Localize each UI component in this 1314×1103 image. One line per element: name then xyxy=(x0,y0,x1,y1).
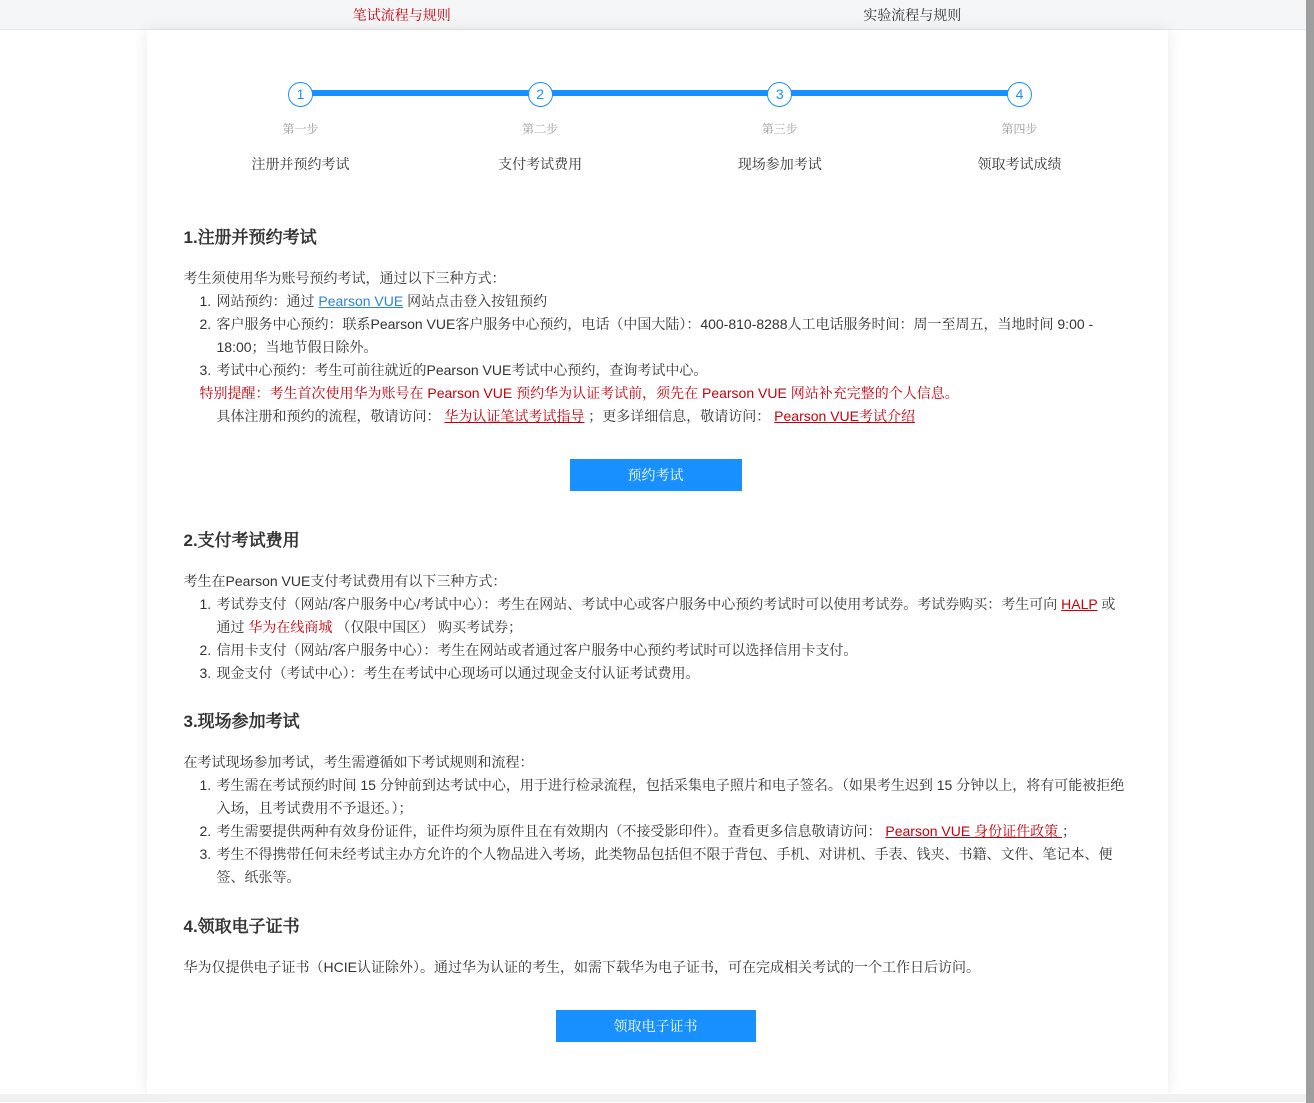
text-segment: 网站预约：通过 xyxy=(216,293,319,309)
halp-link[interactable]: HALP xyxy=(1061,596,1098,612)
step-3-circle: 3 xyxy=(767,82,792,107)
item-text: 考生不得携带任何未经考试主办方允许的个人物品进入考场，此类物品包括但不限于背包、手机、对讲机、手表、钱夹、书籍、文件、笔记本、便签、纸张等。 xyxy=(216,846,1113,885)
section-2-item-1 xyxy=(184,593,1128,639)
item-number: 2. xyxy=(199,316,212,332)
item-text: 考生需在考试预约时间 15 分钟前到达考试中心，用于进行检录流程，包括采集电子照片和电子签名。（如果考生迟到 15 分钟以上，将有可能被拒绝入场，且考试费用不予退还。）； xyxy=(216,777,1125,816)
exam-steps-progress xyxy=(147,30,1168,174)
vertical-scrollbar[interactable] xyxy=(1306,0,1314,1103)
section-1-item-3 xyxy=(184,359,1128,382)
item-text: 现金支付（考试中心）：考生在考试中心现场可以通过现金支付认证考试费用。 xyxy=(216,665,700,681)
step-1-name: 注册并预约考试 xyxy=(251,156,350,172)
section-3-item-3 xyxy=(184,843,1128,889)
step-1-label: 第一步 xyxy=(282,122,319,136)
page-bottom-strip xyxy=(0,1094,1314,1102)
section-2-heading: 2.支付考试费用 xyxy=(183,531,300,550)
step-2-circle: 2 xyxy=(528,82,553,107)
item-number: 2. xyxy=(199,642,212,658)
registration-guide-line xyxy=(217,405,1128,428)
tab-lab-exam-rules[interactable]: 实验流程与规则 xyxy=(863,6,962,23)
item-number: 1. xyxy=(199,596,212,612)
section-3-item-1 xyxy=(184,774,1128,820)
rules-content xyxy=(147,227,1168,1042)
section-2-item-2 xyxy=(184,639,1128,662)
step-2-label: 第二步 xyxy=(522,122,559,136)
text-segment: ； xyxy=(1062,823,1076,839)
get-ecertificate-button[interactable]: 领取电子证书 xyxy=(556,1010,756,1042)
step-2-name: 支付考试费用 xyxy=(498,156,583,172)
section-4-heading: 4.领取电子证书 xyxy=(183,917,300,936)
section-1-heading: 1.注册并预约考试 xyxy=(183,228,317,247)
item-text: 客户服务中心预约：联系Pearson VUE客户服务中心预约，电话（中国大陆）：400-810-8288人工电话服务时间：周一至周五，当地时间 9:00 - 18:00；当地节假日除外。 xyxy=(216,316,1094,355)
text-segment: 考试券支付（网站/客户服务中心/考试中心）：考生在网站、考试中心或客户服务中心预约考试时可以使用考试券。考试券购买：考生可向 xyxy=(216,596,1062,612)
written-exam-guide-link[interactable]: 华为认证笔试考试指导 xyxy=(444,408,585,424)
tab-container xyxy=(147,0,1168,29)
top-tab-bar xyxy=(0,0,1314,30)
text-segment: ；更多详细信息，敬请访问： xyxy=(584,408,775,424)
section-2-intro: 考生在Pearson VUE支付考试费用有以下三种方式： xyxy=(183,573,507,589)
item-text: 考试中心预约：考生可前往就近的Pearson VUE考试中心预约，查询考试中心。 xyxy=(216,362,708,378)
item-text xyxy=(217,596,1116,635)
huawei-online-store-link[interactable]: 华为在线商城 xyxy=(248,619,333,635)
item-number: 3. xyxy=(199,846,212,862)
text-segment: 或通过 xyxy=(216,596,1116,635)
step-4-circle: 4 xyxy=(1007,82,1032,107)
item-number: 1. xyxy=(199,777,212,793)
item-text xyxy=(217,823,1077,839)
item-number: 1. xyxy=(199,293,212,309)
section-1-intro: 考生须使用华为账号预约考试，通过以下三种方式： xyxy=(183,270,506,286)
section-4-intro: 华为仅提供电子证书（HCIE认证除外）。通过华为认证的考生，如需下载华为电子证书，可在完成相关考试的一个工作日后访问。 xyxy=(183,959,980,975)
step-4-label: 第四步 xyxy=(1001,122,1038,136)
step-1 xyxy=(241,82,361,174)
section-2-item-3 xyxy=(184,662,1128,685)
item-number: 2. xyxy=(199,823,212,839)
pearson-vue-link[interactable]: Pearson VUE xyxy=(318,293,404,309)
book-exam-button[interactable]: 预约考试 xyxy=(570,459,742,491)
step-3-label: 第三步 xyxy=(761,122,798,136)
text-segment: 网站点击登入按钮预约 xyxy=(403,293,548,309)
text-segment: 具体注册和预约的流程，敬请访问： xyxy=(216,408,445,424)
main-content-card xyxy=(147,30,1168,1094)
tab-written-exam-rules[interactable]: 笔试流程与规则 xyxy=(352,6,451,23)
step-3 xyxy=(720,82,840,174)
text-segment: （仅限中国区） 购买考试券； xyxy=(332,619,523,635)
special-reminder-text: 特别提醒：考生首次使用华为账号在 Pearson VUE 预约华为认证考试前，须先在 Pearson VUE 网站补充完整的个人信息。 xyxy=(199,385,959,401)
step-4-name: 领取考试成绩 xyxy=(977,156,1062,172)
text-segment: 考生需要提供两种有效身份证件，证件均须为原件且在有效期内（不接受影印件）。查看更多信息敬请访问： xyxy=(216,823,886,839)
section-3-item-2 xyxy=(184,820,1128,843)
section-1-item-2 xyxy=(184,313,1128,359)
item-text xyxy=(217,293,548,309)
section-1-item-1 xyxy=(184,290,1128,313)
step-2 xyxy=(480,82,600,174)
step-4 xyxy=(959,82,1079,174)
section-3-heading: 3.现场参加考试 xyxy=(183,712,300,731)
id-policy-link[interactable]: Pearson VUE 身份证件政策 xyxy=(885,823,1062,839)
item-number: 3. xyxy=(199,362,212,378)
item-text: 信用卡支付（网站/客户服务中心）：考生在网站或者通过客户服务中心预约考试时可以选择信用卡支付。 xyxy=(216,642,858,658)
pearson-vue-intro-link[interactable]: Pearson VUE考试介绍 xyxy=(774,408,915,424)
item-number: 3. xyxy=(199,665,212,681)
step-1-circle: 1 xyxy=(288,82,313,107)
section-3-intro: 在考试现场参加考试，考生需遵循如下考试规则和流程： xyxy=(183,754,534,770)
step-3-name: 现场参加考试 xyxy=(737,156,822,172)
step-connector-line xyxy=(301,90,1020,96)
